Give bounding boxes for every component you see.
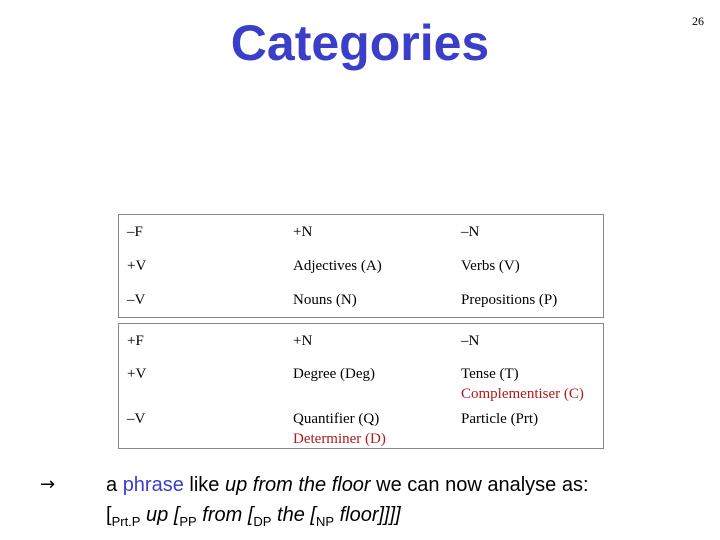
right-arrow-icon: → — [40, 474, 56, 495]
text-fragment: a — [106, 474, 123, 496]
bracketed-word: floor]]]] — [334, 504, 401, 526]
bracket-analysis — [106, 504, 401, 529]
page-number: 26 — [692, 14, 704, 28]
table-cell: –F — [119, 215, 286, 250]
category-label: Tense (T) — [461, 366, 519, 382]
table-cell: Adjectives (A) — [293, 257, 382, 274]
example-phrase: up from the floor — [224, 474, 371, 496]
text-fragment: like — [183, 474, 225, 496]
table-cell: +V — [119, 358, 286, 403]
table-cell: –N — [453, 215, 604, 250]
table-cell: +N — [285, 324, 453, 359]
table-cell — [453, 358, 604, 403]
table-cell: –V — [119, 283, 286, 318]
bracketed-word: up [ — [140, 504, 180, 526]
bracket: [ — [106, 504, 112, 526]
highlighted-category-label: Determiner (D) — [293, 431, 386, 447]
highlighted-category-label: Complementiser (C) — [461, 386, 584, 402]
phrase-term: phrase — [122, 474, 184, 496]
table-cell — [285, 403, 453, 449]
table-cell: Degree (Deg) — [293, 366, 376, 382]
table-cell: Prepositions (P) — [453, 283, 604, 318]
table-cell: –N — [453, 324, 604, 359]
bracketed-word: the [ — [271, 504, 316, 526]
page-title: Categories — [230, 15, 490, 71]
table-cell: +V — [119, 249, 286, 283]
table-cell: Nouns (N) — [285, 283, 453, 318]
table-cell: Verbs (V) — [453, 249, 604, 283]
label-subscript: PP — [179, 514, 197, 529]
label-subscript: DP — [253, 514, 272, 529]
table-cell: Particle (Prt) — [453, 403, 604, 449]
label-subscript: NP — [315, 514, 335, 529]
table-cell: +N — [285, 215, 453, 250]
bracketed-word: from [ — [196, 504, 254, 526]
category-label: Quantifier (Q) — [293, 411, 380, 427]
table-cell: –V — [119, 403, 286, 449]
table-row — [119, 358, 604, 403]
table-row — [119, 283, 604, 318]
text-fragment: we can now analyse as: — [370, 474, 589, 496]
table-row — [119, 403, 604, 449]
category-table-plus-f — [118, 323, 604, 449]
table-header-row — [119, 215, 604, 250]
table-cell: +F — [119, 324, 286, 359]
table-header-row — [119, 324, 604, 359]
category-table-minus-f — [118, 214, 604, 318]
analysis-sentence — [106, 474, 589, 497]
table-row — [119, 249, 604, 283]
label-subscript: Prt.P — [111, 514, 141, 529]
